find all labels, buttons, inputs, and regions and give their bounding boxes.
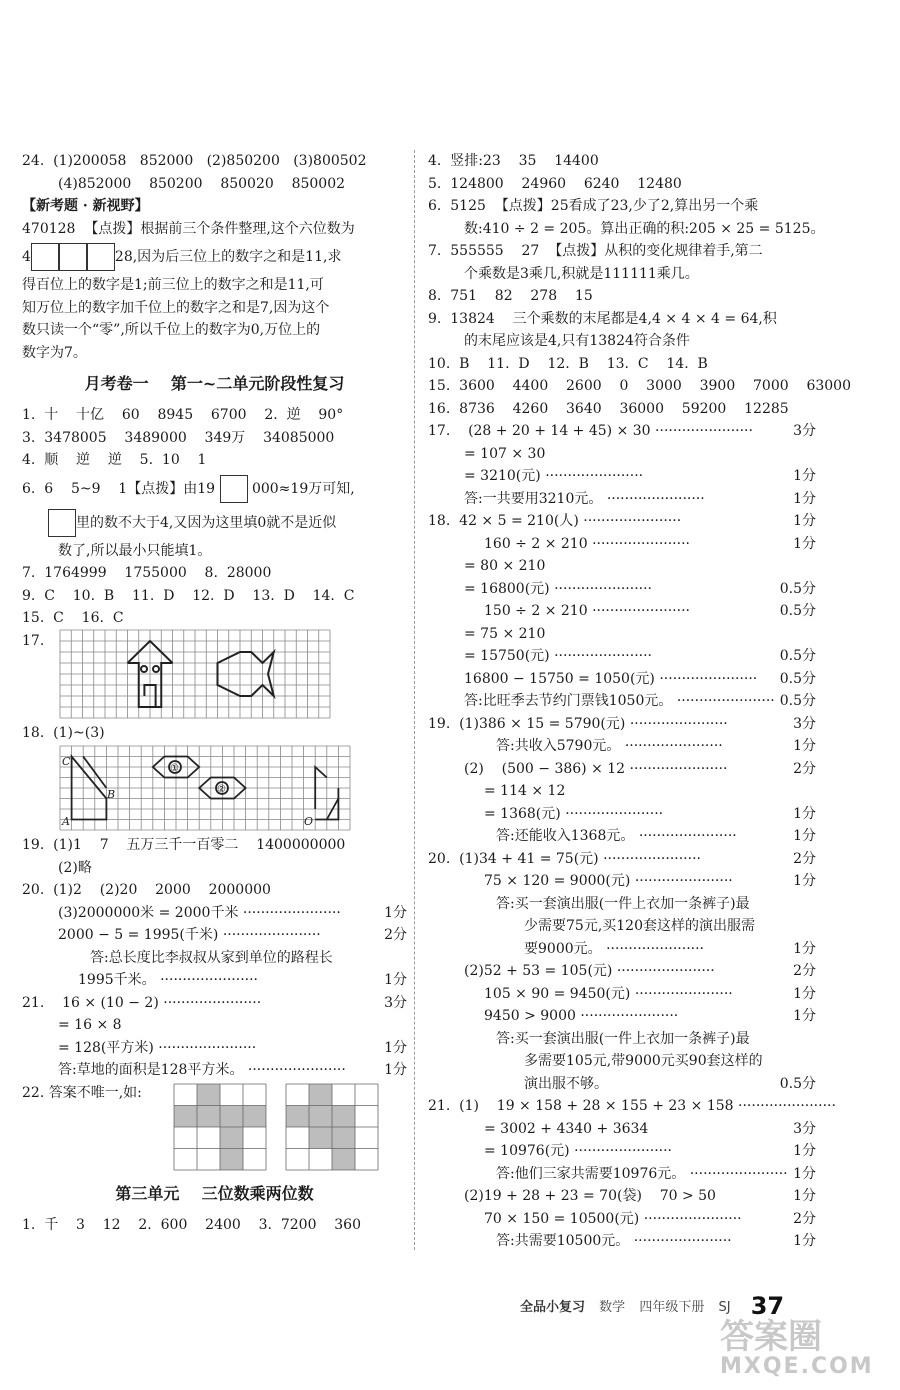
r19-step1: 19. (1)386 × 15 = 5790(元) (428, 715, 626, 732)
r21-step1: 21. (1) 19 × 158 + 28 × 155 + 23 × 158 (428, 1098, 734, 1114)
label-circle-2: ② (217, 784, 226, 795)
r20-step8: 9450 > 9000 (484, 1008, 576, 1024)
leader-dots: ······················ (643, 1210, 742, 1227)
points: 0.5分 (779, 603, 816, 619)
points: 1分 (793, 1165, 816, 1182)
page-number: 37 (750, 1292, 785, 1320)
monthly-answer-6-line1 (22, 472, 407, 506)
answer-r7-line2: 个乘数是3乘几,积就是111111乘几。 (464, 265, 699, 282)
answer-r5: 5. 124800 24960 6240 12480 (428, 175, 682, 192)
points: 3分 (793, 715, 816, 732)
leader-dots: ······················ (606, 490, 705, 507)
answer-r9-line2: 的末尾应该是4,只有13824符合条件 (464, 333, 690, 349)
answer-r19-line4: = 114 × 12 (484, 783, 566, 799)
leader-dots: ······················ (242, 904, 341, 921)
points: 1分 (384, 972, 407, 988)
footer-brand: 全品小复习 (520, 1300, 586, 1315)
answer-r20-line7 (428, 983, 816, 1006)
answer-r21-line4 (428, 1163, 816, 1186)
answer-r16: 16. 8736 4260 3640 36000 59200 12285 (428, 400, 789, 417)
r21-step3: = 10976(元) (484, 1143, 570, 1159)
leader-dots: ······················ (574, 1143, 672, 1159)
points: 1分 (793, 738, 816, 754)
monthly-answer-3: 3. 3478005 3489000 349万 34085000 (22, 429, 335, 446)
answer-r20-line5 (428, 938, 816, 961)
points: 1分 (793, 490, 816, 507)
digit-4: 4 (22, 249, 31, 265)
answer-r7-line1: 7. 555555 27 【点拨】从积的变化规律着手,第二 (428, 243, 763, 259)
leader-dots: ······················ (592, 603, 690, 619)
answer-r18-line4 (428, 578, 816, 601)
answer-r18-line6: = 75 × 210 (464, 625, 546, 642)
unit3-answer-1: 1. 千 3 12 2. 600 2400 3. 7200 360 (22, 1216, 362, 1233)
leader-dots: ······················ (655, 423, 753, 439)
monthly-answer-7: 7. 1764999 1755000 8. 28000 (22, 565, 272, 581)
answer-r21-line7 (428, 1230, 816, 1253)
monthly-answer-20-line1: 20. (1)2 (2)20 2000 2000000 (22, 882, 271, 898)
answer-21-conclusion: 答:草地的面积是128平方米。 (58, 1062, 244, 1078)
answer-r20-line4: 少需要75元,买120套这样的演出服需 (524, 918, 755, 934)
leader-dots: ······················ (629, 715, 728, 732)
points: 1分 (793, 535, 816, 552)
answer-6-text-a: 6. 6 5~9 1【点拨】由19 (22, 480, 216, 497)
leader-dots: ······················ (659, 670, 758, 687)
answer-r18-line9 (428, 690, 816, 713)
answer-r18-line1 (428, 510, 816, 533)
answer-r20-line2 (428, 870, 816, 893)
monthly-answer-19-line1: 19. (1)1 7 五万三千一百零二 1400000000 (22, 837, 346, 853)
answer-r21-line2: = 3002 + 4340 + 3634 (484, 1120, 649, 1137)
answer-r19-line6 (428, 825, 816, 848)
monthly-answer-6-line3: 数了,所以最小只能填1。 (58, 542, 212, 559)
label-A: A (62, 815, 70, 828)
monthly-answer-20-line4: 答:总长度比李叔叔从家到单位的路程长 (90, 949, 333, 966)
leader-dots: ······················ (738, 1098, 836, 1114)
r20-conclusion1: 要9000元。 (524, 940, 602, 957)
answer-r18-line2 (428, 533, 816, 556)
r19-conclusion1: 答:共收入5790元。 (496, 738, 621, 754)
answer-r17-line4 (428, 488, 816, 511)
answer-24-line2: (4)852000 850200 850020 850002 (58, 175, 346, 192)
blank-box-6b (48, 509, 76, 537)
blank-box-3 (87, 243, 115, 271)
leader-dots: ······················ (689, 1165, 788, 1182)
leader-dots: ······················ (616, 963, 715, 979)
new-topic-line2-text: 28,因为后三位上的数字之和是11,求 (114, 249, 342, 265)
right-column (428, 150, 851, 1253)
r17-conclusion: 答:一共要用3210元。 (464, 490, 603, 507)
r20-step7: 105 × 90 = 9450(元) (484, 985, 631, 1002)
r19-step5: = 1368(元) (484, 805, 561, 822)
answer-r17-line2: = 107 × 30 (464, 445, 546, 462)
answer-r18-line3: = 80 × 210 (464, 558, 546, 574)
leader-dots: ······················ (554, 648, 652, 664)
answer-r10: 10. B 11. D 12. B 13. C 14. B (428, 355, 708, 372)
answer-r8: 8. 751 82 278 15 (428, 288, 593, 304)
r19-step3: (2) (500 − 386) × 12 (464, 760, 626, 777)
net-diagram-2 (286, 1084, 378, 1170)
answer-r19-line1 (428, 713, 816, 736)
grid-drawing-transforms (60, 746, 350, 830)
answer-r20-line6 (428, 960, 816, 983)
answer-r6-line2: 数:410 ÷ 2 = 205。算出正确的积:205 × 25 = 5125。 (464, 220, 825, 237)
answer-r19-line2 (428, 735, 816, 758)
watermark-cn: 答案圈 (720, 1317, 822, 1357)
points: 1分 (384, 1062, 407, 1078)
points: 2分 (793, 760, 816, 777)
monthly-answer-21-line3 (22, 1037, 407, 1060)
points: 2分 (793, 850, 816, 867)
new-topic-heading: 【新考题 · 新视野】 (22, 198, 149, 214)
answer-r6-line1: 6. 5125 【点拨】25看成了23,少了2,算出另一个乘 (428, 198, 759, 214)
answer-18-figure (22, 744, 407, 834)
answer-r20-line9: 答:买一套演出服(一件上衣加一条裤子)最 (496, 1030, 750, 1047)
points: 3分 (793, 1120, 816, 1137)
answer-r17-line3 (428, 465, 816, 488)
new-topic-line5: 数只读一个“零”,所以千位上的数字为0,万位上的 (22, 322, 321, 338)
blank-box-2 (59, 243, 87, 271)
points: 0.5分 (779, 580, 816, 597)
leader-dots: ······················ (545, 468, 644, 484)
answer-21-step3: = 128(平方米) (58, 1039, 154, 1056)
answer-6-text-c: 里的数不大于4,又因为这里填0就不是近似 (76, 514, 337, 531)
column-divider (414, 150, 415, 1250)
left-column (22, 150, 407, 1236)
points: 2分 (793, 963, 816, 979)
leader-dots: ······················ (592, 535, 690, 552)
grid-drawing-house-fish (60, 630, 330, 718)
r19-conclusion2: 答:还能收入1368元。 (496, 828, 635, 844)
answer-17-figure (22, 630, 407, 722)
leader-dots: ······················ (554, 580, 652, 597)
monthly-answer-20-line2 (22, 902, 407, 925)
leader-dots: ······················ (580, 1008, 679, 1024)
r21-step6: 70 × 150 = 10500(元) (484, 1210, 640, 1227)
leader-dots: ······················ (163, 994, 262, 1011)
points: 1分 (793, 940, 816, 957)
leader-dots: ······················ (676, 693, 775, 709)
points: 2分 (793, 1210, 816, 1227)
points: 1分 (793, 1008, 816, 1024)
points: 0.5分 (779, 670, 816, 687)
leader-dots: ······················ (247, 1062, 346, 1078)
section-title-unit-3: 第三单元 三位数乘两位数 (115, 1183, 314, 1203)
r21-conclusion1: 答:他们三家共需要10976元。 (496, 1165, 686, 1182)
r17-step1: 17. (28 + 20 + 14 + 45) × 30 (428, 423, 651, 439)
answer-r20-line3: 答:买一套演出服(一件上衣加一条裤子)最 (496, 895, 750, 912)
leader-dots: ······················ (638, 828, 737, 844)
points: 2分 (384, 927, 407, 943)
r17-step3: = 3210(元) (464, 468, 541, 484)
monthly-answer-21-line4 (22, 1059, 407, 1082)
answer-r18-line8 (428, 668, 816, 691)
net-diagram-1 (174, 1084, 266, 1170)
answer-22-figure (22, 1082, 407, 1174)
leader-dots: ······················ (565, 805, 664, 822)
monthly-answer-21-line2: = 16 × 8 (58, 1017, 122, 1033)
leader-dots: ······················ (603, 850, 701, 867)
leader-dots: ······················ (222, 927, 321, 943)
leader-dots: ······················ (158, 1039, 257, 1056)
answer-r20-line10: 多需要105元,带9000元买90套这样的 (524, 1053, 763, 1069)
leader-dots: ······················ (606, 940, 704, 957)
answer-r15: 15. 3600 4400 2600 0 3000 3900 7000 63000 (428, 378, 851, 394)
points: 0.5分 (779, 693, 816, 709)
section-title-monthly-test: 月考卷一 第一~二单元阶段性复习 (84, 374, 345, 393)
monthly-answer-4: 4. 顺 逆 逆 5. 10 1 (22, 452, 207, 468)
points: 1分 (384, 904, 407, 921)
r18-step5: 150 ÷ 2 × 210 (484, 603, 588, 619)
answer-20-conclusion: 1995千米。 (78, 972, 156, 988)
label-O: O (304, 815, 314, 828)
points: 1分 (793, 873, 816, 889)
points: 1分 (793, 1188, 816, 1204)
new-topic-line6: 数字为7。 (22, 344, 87, 361)
leader-dots: ······················ (634, 873, 733, 889)
answer-22-label: 22. 答案不唯一,如: (22, 1084, 142, 1101)
leader-dots: ······················ (634, 985, 733, 1002)
r20-step2: 75 × 120 = 9000(元) (484, 873, 631, 889)
points: 3分 (793, 423, 816, 439)
monthly-answer-20-line3 (22, 924, 407, 947)
points: 1分 (793, 1233, 816, 1249)
answer-r4: 4. 竖排:23 35 14400 (428, 153, 599, 169)
points: 1分 (384, 1039, 407, 1056)
answer-24-line1: 24. (1)200058 852000 (2)850200 (3)800502 (22, 153, 367, 169)
points: 1分 (793, 985, 816, 1002)
answer-r21-line3 (428, 1140, 816, 1163)
monthly-answer-9: 9. C 10. B 11. D 12. D 13. D 14. C (22, 587, 355, 604)
footer-subject: 数学 (599, 1300, 626, 1315)
points: 1分 (793, 513, 816, 529)
answer-r21-line5 (428, 1185, 816, 1208)
points: 1分 (793, 468, 816, 484)
leader-dots: ······················ (629, 760, 728, 777)
answer-21-step1: 21. 16 × (10 − 2) (22, 994, 159, 1011)
answer-r20-line11 (428, 1073, 816, 1096)
blank-box-1 (31, 243, 59, 271)
new-topic-line4: 知万位上的数字加千位上的数字之和是7,因为这个 (22, 299, 330, 316)
points: 0.5分 (779, 1075, 816, 1092)
answer-6-text-b: 000≈19万可知, (251, 480, 355, 497)
r21-step5: (2)19 + 28 + 23 = 70(袋) 70 > 50 (464, 1188, 716, 1204)
r21-conclusion2: 答:共需要10500元。 (496, 1233, 630, 1249)
new-topic-line2 (22, 240, 407, 274)
r20-step1: 20. (1)34 + 41 = 75(元) (428, 850, 599, 867)
answer-r20-line1 (428, 848, 816, 871)
points: 0.5分 (779, 648, 816, 664)
r18-step2: 160 ÷ 2 × 210 (484, 535, 588, 552)
r18-conclusion: 答:比旺季去节约门票钱1050元。 (464, 693, 673, 709)
monthly-answer-15: 15. C 16. C (22, 610, 124, 626)
label-B: B (107, 788, 116, 801)
blank-box-6a (220, 475, 248, 503)
answer-r19-line3 (428, 758, 816, 781)
watermark (720, 1317, 890, 1382)
points: 3分 (384, 994, 407, 1011)
monthly-answer-6-line2 (22, 506, 407, 540)
r18-step1: 18. 42 × 5 = 210(人) (428, 513, 579, 529)
monthly-answer-20-line5 (22, 969, 407, 992)
r18-step7: = 15750(元) (464, 648, 550, 664)
monthly-answer-21-line1 (22, 992, 407, 1015)
answer-r18-line5 (428, 600, 816, 623)
r20-conclusion2: 演出服不够。 (524, 1075, 608, 1092)
watermark-en: MXQE.COM (720, 1354, 874, 1379)
label-C: C (62, 755, 71, 768)
points: 1分 (793, 805, 816, 822)
answer-r21-line6 (428, 1208, 816, 1231)
footer-code: SJ (718, 1300, 731, 1315)
answer-r17-line1 (428, 420, 816, 443)
answer-20-step1: (3)2000000米 = 2000千米 (58, 904, 239, 921)
new-topic-line3: 得百位上的数字是1;前三位上的数字之和是11,可 (22, 277, 324, 293)
answer-r9-line1: 9. 13824 三个乘数的末尾都是4,4 × 4 × 4 = 64,积 (428, 310, 777, 327)
page-footer (520, 1292, 794, 1320)
r18-step4: = 16800(元) (464, 580, 550, 597)
leader-dots: ······················ (583, 513, 682, 529)
answer-20-step2: 2000 − 5 = 1995(千米) (58, 927, 219, 943)
monthly-answer-1: 1. 十 十亿 60 8945 6700 2. 逆 90° (22, 407, 344, 423)
points: 1分 (793, 828, 816, 844)
monthly-answer-19-line2: (2)略 (58, 859, 92, 876)
new-topic-line1: 470128 【点拨】根据前三个条件整理,这个六位数为 (22, 220, 355, 237)
answer-r19-line5 (428, 803, 816, 826)
answer-17-label: 17. (22, 632, 45, 649)
points: 1分 (793, 1143, 816, 1159)
leader-dots: ······················ (160, 972, 258, 988)
leader-dots: ······················ (633, 1233, 732, 1249)
leader-dots: ······················ (624, 738, 723, 754)
monthly-answer-18: 18. (1)~(3) (22, 724, 105, 741)
footer-grade: 四年级下册 (639, 1300, 705, 1315)
label-circle-1: ① (170, 763, 179, 774)
answer-r20-line8 (428, 1005, 816, 1028)
r18-step8: 16800 − 15750 = 1050(元) (464, 670, 655, 687)
answer-r18-line7 (428, 645, 816, 668)
r20-step6: (2)52 + 53 = 105(元) (464, 963, 613, 979)
